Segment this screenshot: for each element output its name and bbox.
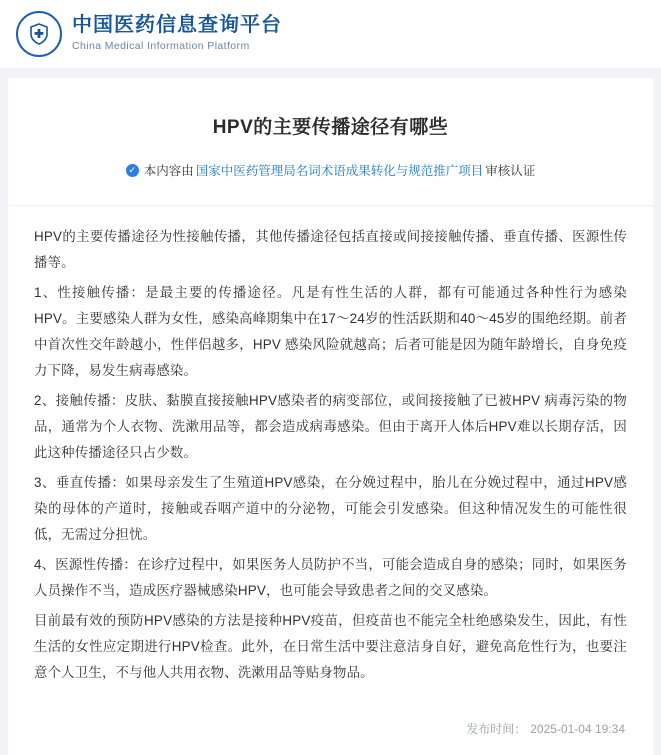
- article-card: [8, 78, 653, 755]
- publish-time: [34, 720, 627, 737]
- article-paragraph: 1、性接触传播：是最主要的传播途径。凡是有性生活的人群，都有可能通过各种性行为感染 HPV。主要感染人群为女性，感染高峰期集中在17～24岁的性活跃期和40～45岁的围绝经期。前者中首次性交年龄越小，性伴侣越多，HPV 感染风险就越高；后者可能是因为随年龄增长，自身免疫力下降，易发生病毒感染。: [34, 285, 627, 378]
- brand-name-cn: 中国医药信息查询平台: [72, 14, 282, 37]
- article-paragraph: 4、医源性传播：在诊疗过程中，如果医务人员防护不当，可能会造成自身的感染；同时，如果医务人员操作不当，造成医疗器械感染HPV，也可能会导致患者之间的交叉感染。: [34, 557, 627, 598]
- platform-logo-icon: [16, 11, 62, 57]
- site-header: [0, 0, 661, 68]
- verification-notice: [34, 161, 627, 179]
- brand-text: [72, 14, 282, 54]
- article-paragraph: 3、垂直传播：如果母亲发生了生殖道HPV感染，在分娩过程中，胎儿在分娩过程中，通过HPV感染的母体的产道时，接触或吞咽产道中的分泌物，可能会引发感染。但这种情况发生的可能性很低，无需过分担忧。: [34, 475, 627, 542]
- verification-source-link[interactable]: 国家中医药管理局名词术语成果转化与规范推广项目: [195, 164, 484, 178]
- article-body: [34, 224, 627, 686]
- publish-time-value: 2025-01-04 19:34: [530, 722, 625, 736]
- page-title: HPV的主要传播途径有哪些: [212, 117, 449, 138]
- article-paragraph: 2、接触传播：皮肤、黏膜直接接触HPV感染者的病变部位，或间接接触了已被HPV 病毒污染的物品，通常为个人衣物、洗漱用品等，都会造成病毒感染。但由于离开人体后HPV难以长期存活，因此这种传播途径只占少数。: [34, 393, 627, 460]
- publish-time-label: 发布时间：: [466, 722, 527, 736]
- verified-badge-icon: ✓: [126, 164, 139, 177]
- brand-name-en: China Medical Information Platform: [72, 40, 250, 53]
- header-divider: [8, 205, 653, 206]
- article-paragraph: 目前最有效的预防HPV感染的方法是接种HPV疫苗，但疫苗也不能完全杜绝感染发生，因此，有性生活的女性应定期进行HPV检查。此外，在日常生活中要注意洁身自好，避免高危性行为，也要注意个人卫生，不与他人共用衣物、洗漱用品等贴身物品。: [34, 613, 627, 680]
- verification-prefix: 本内容由: [143, 164, 194, 178]
- verification-suffix: 审核认证: [485, 164, 536, 178]
- article-paragraph: HPV的主要传播途径为性接触传播，其他传播途径包括直接或间接接触传播、垂直传播、医源性传播等。: [34, 229, 627, 270]
